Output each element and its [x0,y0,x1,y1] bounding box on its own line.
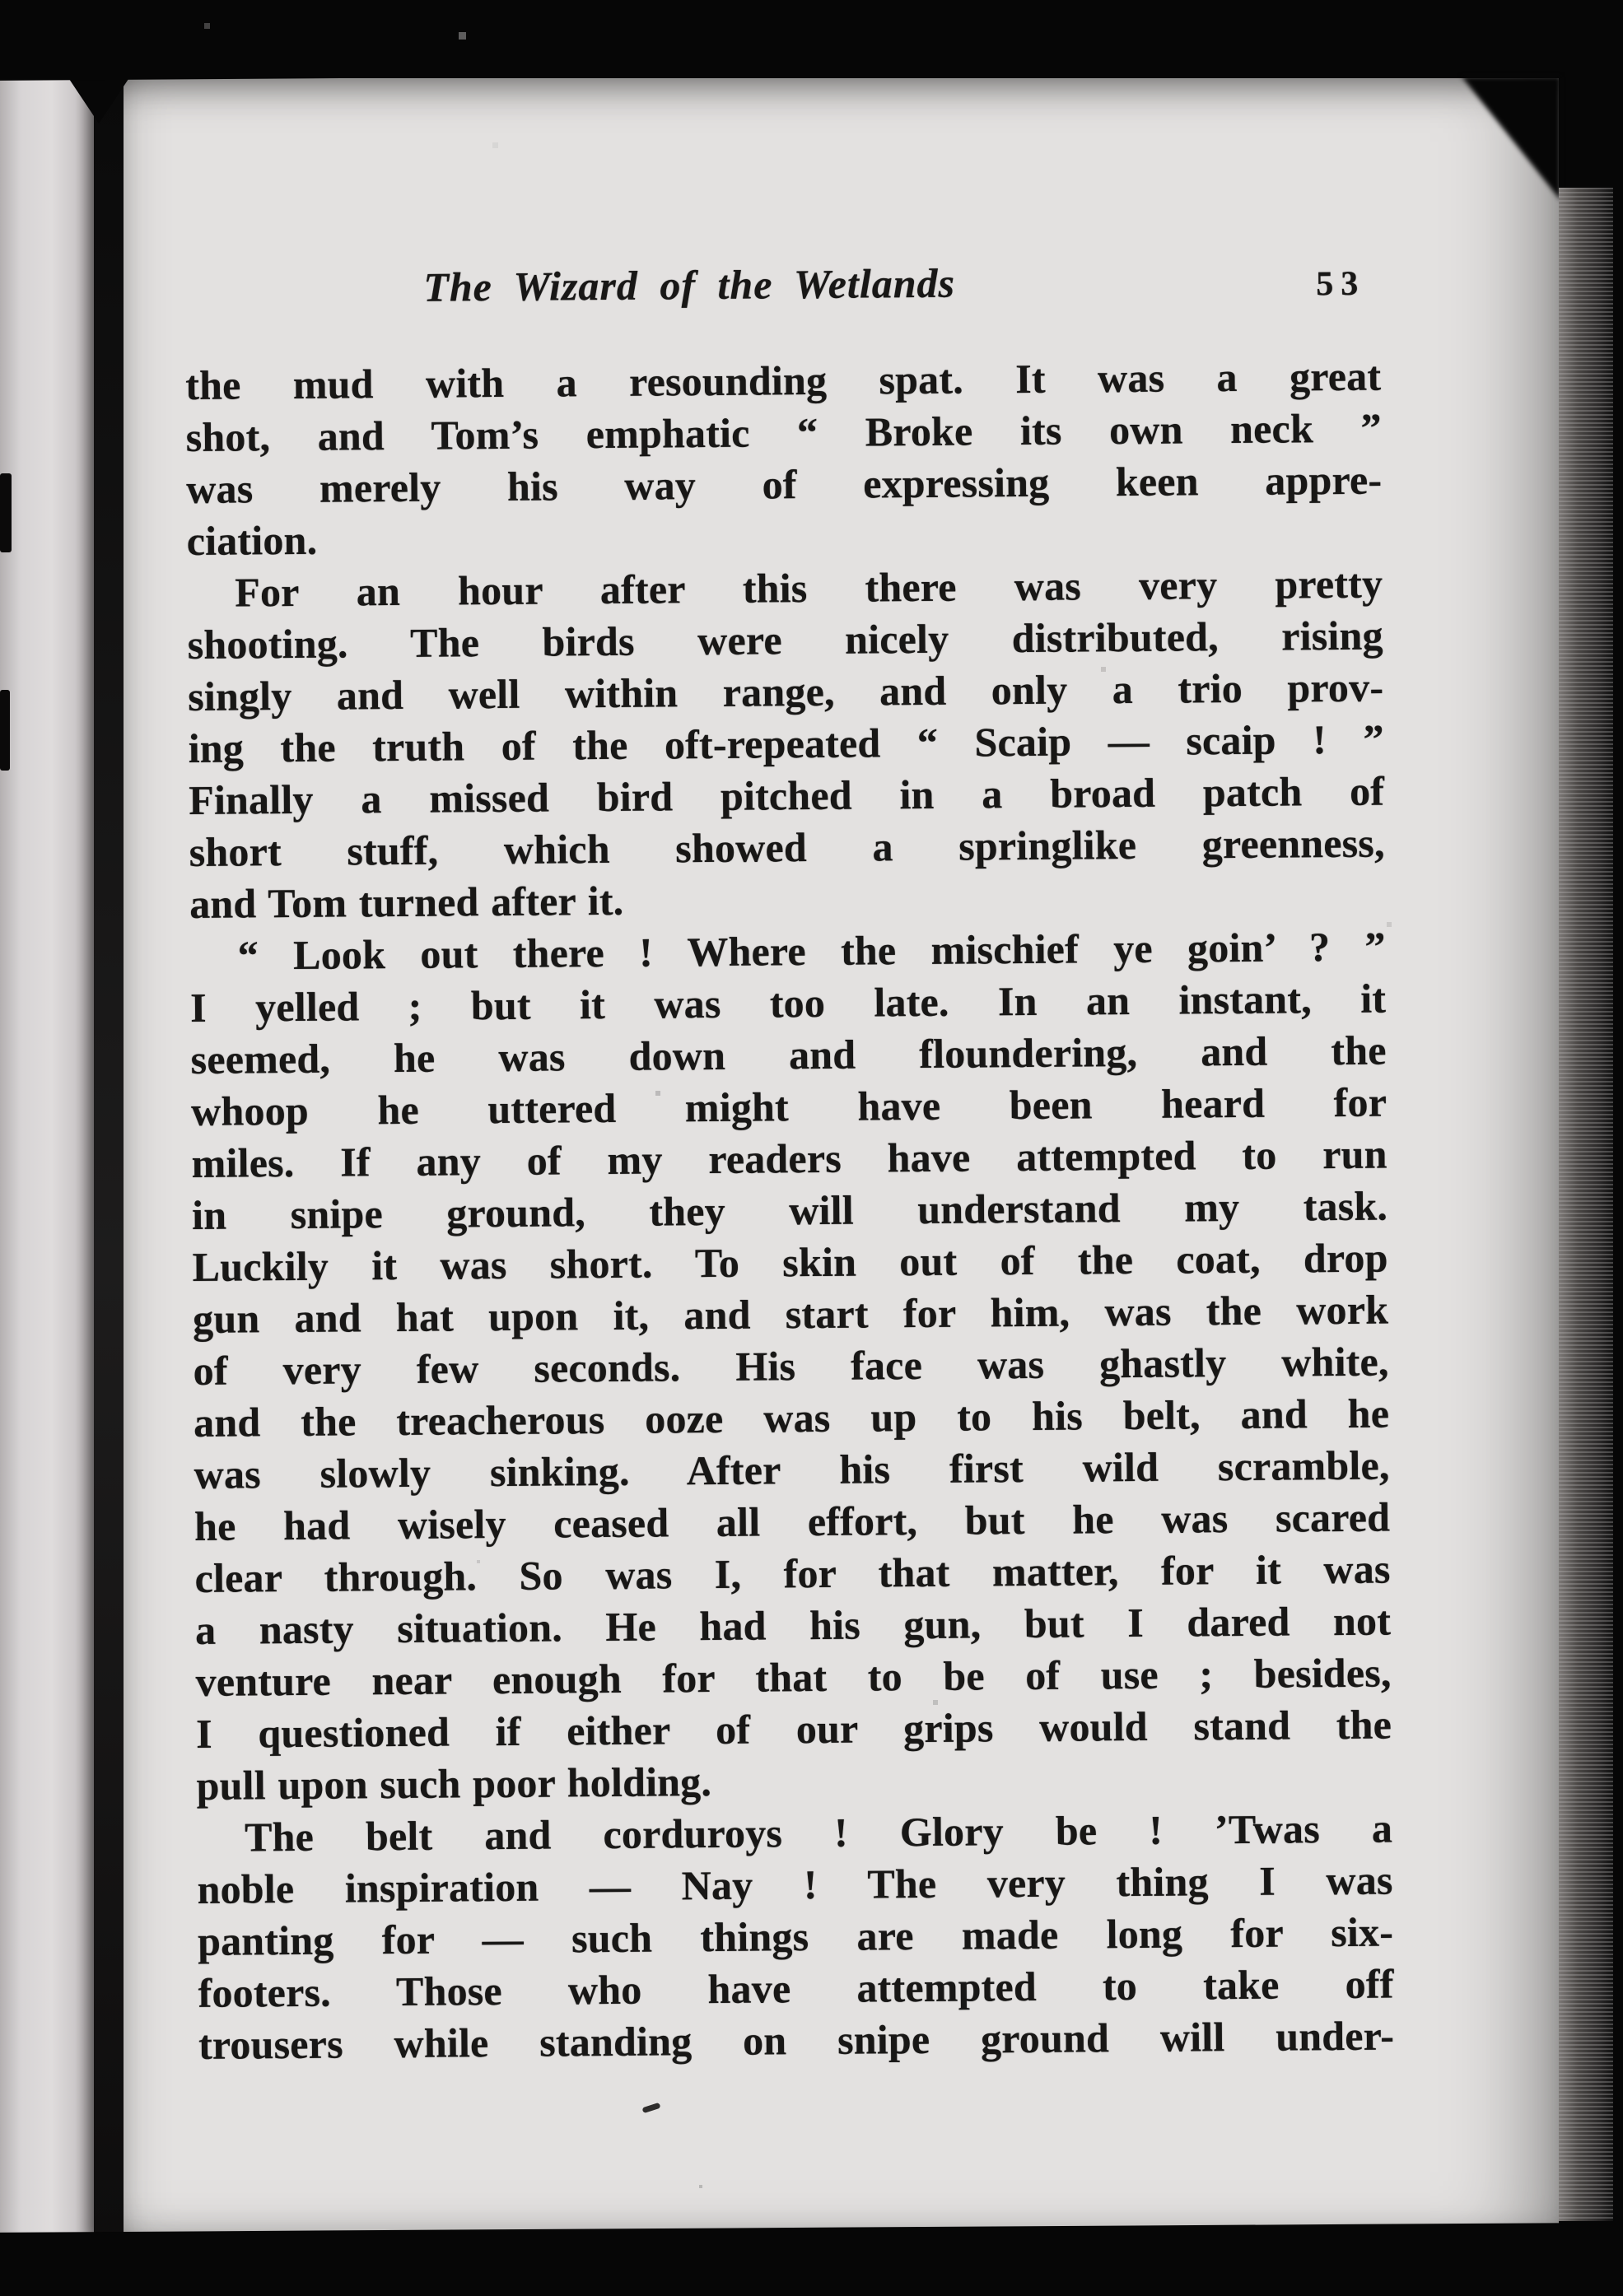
text-line: was slowly sinking. After his first wild scramble, [194,1441,1390,1497]
text-line: was merely his way of expressing keen appre- [186,456,1383,512]
book-page [124,78,1559,2235]
spine-edge-mark [0,690,10,771]
printed-text-block [184,246,1394,2083]
text-line: miles. If any of my readers have attempted to run [191,1130,1387,1186]
text-line: and Tom turned after it. [189,877,624,927]
book-fore-edge [1559,188,1613,2221]
text-line: in snipe ground, they will understand my task. [191,1182,1388,1238]
photo-bottom-band [0,2223,1623,2296]
text-line: a nasty situation. He had his gun, but I dared not [194,1597,1392,1653]
text-line: I questioned if either of our grips would stand the [195,1701,1392,1757]
text-line: The belt and corduroys ! Glory be ! ’Twas a [244,1805,1393,1861]
text-line: For an hour after this there was very pretty [234,560,1383,616]
gutter-top-shadow [66,74,132,123]
text-line: he had wisely ceased all effort, but he was scared [194,1493,1391,1549]
text-line: venture near enough for that to be of use ; besides, [195,1649,1392,1705]
text-line: ciation. [186,516,318,564]
text-line: noble inspiration — Nay ! The very thing I was [197,1856,1393,1912]
text-line: Finally a missed bird pitched in a broad patch of [188,767,1385,823]
text-line: Luckily it was short. To skin out of the coat, drop [192,1234,1388,1290]
text-line: I yelled ; but it was too late. In an instant, it [189,975,1387,1031]
text-line: shooting. The birds were nicely distributed, rising [187,612,1383,668]
text-line: “ Look out there ! Where the mischief ye goin’ ? ” [237,923,1386,979]
text-line: seemed, he was down and floundering, and the [190,1027,1387,1083]
text-line: of very few seconds. His face was ghastly white, [193,1338,1389,1394]
book-gutter-shadow [94,78,124,2235]
text-line: footers. Those who have attempted to take off [198,1960,1394,2016]
page-body [185,351,1394,2071]
text-line: trousers while standing on snipe ground will under- [198,2012,1395,2068]
film-scratches [0,0,2,2]
page-number: 53 [1316,264,1366,304]
text-line: gun and hat upon it, and start for him, was the work [192,1286,1389,1342]
text-line: clear through. So was I, for that matter, for it was [194,1545,1391,1601]
spine-edge-mark [0,473,12,552]
text-line: singly and well within range, and only a trio prov- [187,664,1384,720]
facing-page-edge [0,79,94,2236]
text-line: whoop he uttered might have been heard for [190,1078,1387,1134]
photo-top-band [0,0,1623,81]
ink-smudge [641,2103,660,2113]
chapter-title: The Wizard of the Wetlands [423,259,956,310]
text-line: and the treacherous ooze was up to his belt, and he [193,1390,1390,1446]
text-line: shot, and Tom’s emphatic “ Broke its own neck ” [185,404,1382,460]
text-line: ing the truth of the oft-repeated “ Scaip — scaip ! ” [188,715,1384,771]
text-line: pull upon such poor holding. [196,1758,712,1809]
page-corner-shadow [1462,77,1560,200]
text-line: panting for — such things are made long for six- [197,1908,1394,1964]
running-header [184,246,1381,321]
text-line: short stuff, which showed a springlike greenness, [189,819,1385,875]
text-line: the mud with a resounding spat. It was a great [185,352,1382,408]
